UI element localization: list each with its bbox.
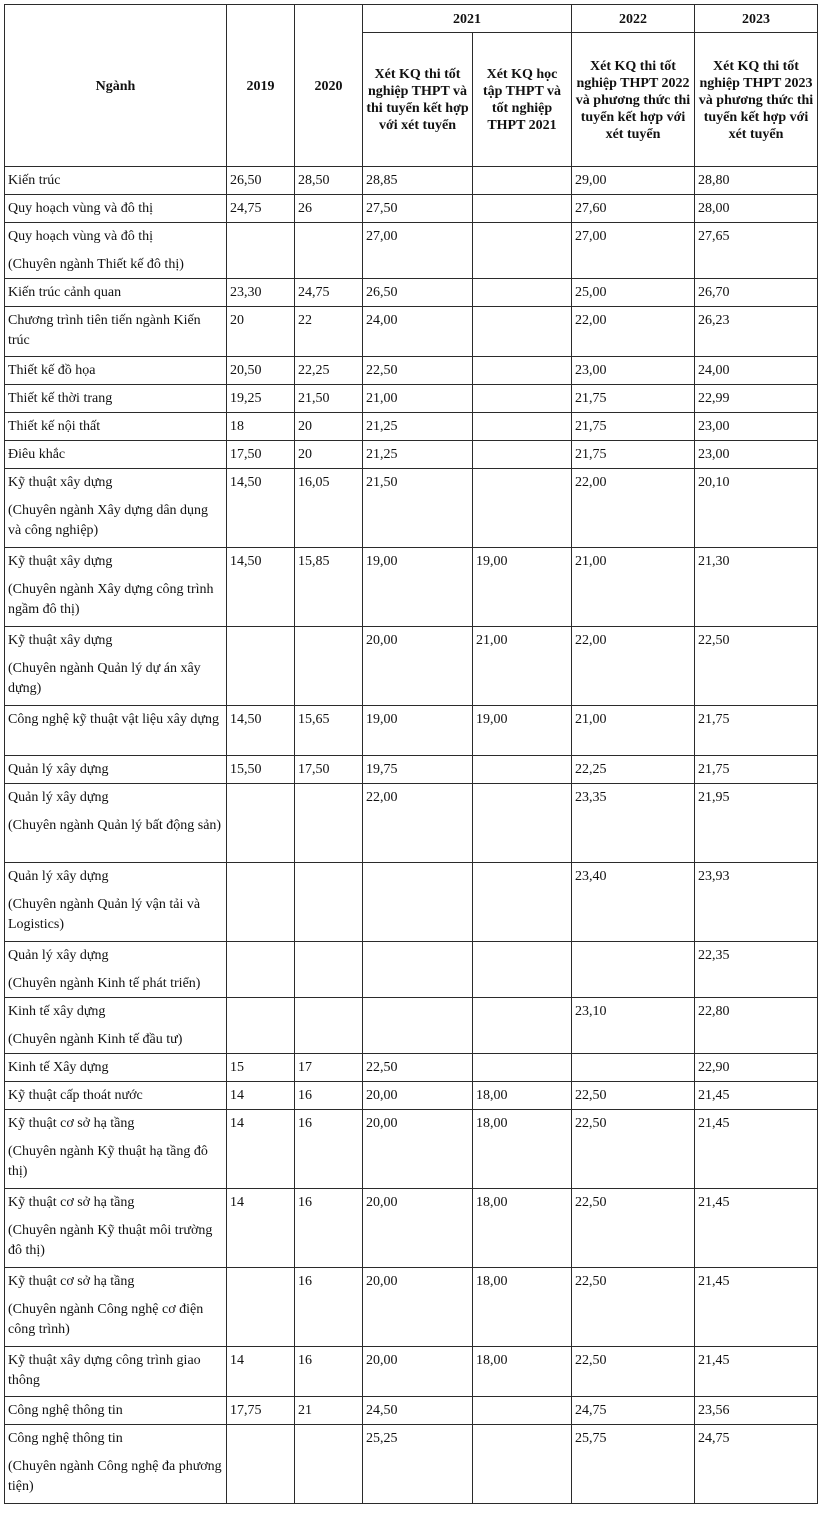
score-2022: 27,00	[572, 223, 695, 279]
score-2021-method-a: 24,00	[363, 307, 473, 357]
header-2020: 2020	[295, 5, 363, 167]
score-2019: 19,25	[227, 385, 295, 413]
score-2021-method-b	[473, 784, 572, 863]
score-2021-method-a: 26,50	[363, 279, 473, 307]
score-2020	[295, 627, 363, 706]
score-2021-method-b: 18,00	[473, 1268, 572, 1347]
score-2019: 20,50	[227, 357, 295, 385]
cell-nganh	[5, 1347, 227, 1397]
score-2019	[227, 998, 295, 1054]
header-2019: 2019	[227, 5, 295, 167]
score-2022: 22,50	[572, 1110, 695, 1189]
table-row	[5, 1054, 818, 1082]
score-2019: 14	[227, 1110, 295, 1189]
score-2021-method-b	[473, 357, 572, 385]
score-2021-method-b	[473, 195, 572, 223]
table-header	[5, 5, 818, 167]
cell-spacer	[8, 966, 223, 974]
admission-score-table	[4, 4, 818, 1504]
score-2021-method-a	[363, 998, 473, 1054]
score-2023: 24,00	[695, 357, 818, 385]
cell-nganh	[5, 1189, 227, 1268]
score-2022: 25,00	[572, 279, 695, 307]
score-2019	[227, 784, 295, 863]
score-2021-method-a: 21,25	[363, 441, 473, 469]
score-2023: 21,75	[695, 706, 818, 756]
cell-nganh	[5, 385, 227, 413]
score-2021-method-a: 21,25	[363, 413, 473, 441]
score-2022: 21,75	[572, 441, 695, 469]
score-2023: 22,35	[695, 942, 818, 998]
cell-spacer	[8, 247, 223, 255]
score-2023: 22,90	[695, 1054, 818, 1082]
score-2020: 22,25	[295, 357, 363, 385]
nganh-name: Công nghệ kỹ thuật vật liệu xây dựng	[8, 712, 219, 727]
table-row	[5, 441, 818, 469]
table-row	[5, 1425, 818, 1504]
score-2019: 18	[227, 413, 295, 441]
table-row	[5, 385, 818, 413]
score-2023: 28,00	[695, 195, 818, 223]
cell-spacer	[8, 887, 223, 895]
score-2022: 21,00	[572, 548, 695, 627]
score-2021-method-a: 21,00	[363, 385, 473, 413]
table-row	[5, 167, 818, 195]
score-2019	[227, 1268, 295, 1347]
score-2022: 24,75	[572, 1397, 695, 1425]
nganh-name: Thiết kế đồ họa	[8, 363, 96, 378]
score-2022: 23,35	[572, 784, 695, 863]
score-2019	[227, 863, 295, 942]
header-nganh: Ngành	[5, 5, 227, 167]
score-2019	[227, 942, 295, 998]
score-2020	[295, 998, 363, 1054]
score-2020: 16	[295, 1347, 363, 1397]
chuyen-nganh-name: (Chuyên ngành Kỹ thuật môi trường đô thị)	[8, 1223, 213, 1258]
cell-nganh	[5, 627, 227, 706]
chuyen-nganh-name: (Chuyên ngành Kỹ thuật hạ tầng đô thị)	[8, 1144, 208, 1179]
score-2021-method-b	[473, 307, 572, 357]
cell-nganh	[5, 1054, 227, 1082]
score-2020: 21	[295, 1397, 363, 1425]
cell-nganh	[5, 167, 227, 195]
score-2019: 26,50	[227, 167, 295, 195]
score-2021-method-b: 21,00	[473, 627, 572, 706]
score-2022: 22,50	[572, 1082, 695, 1110]
score-2021-method-b	[473, 1054, 572, 1082]
table-row	[5, 279, 818, 307]
score-2022: 21,75	[572, 385, 695, 413]
nganh-name: Kỹ thuật xây dựng	[8, 633, 113, 648]
score-2023: 22,50	[695, 627, 818, 706]
score-2020: 28,50	[295, 167, 363, 195]
score-2020: 17	[295, 1054, 363, 1082]
header-2023-method: Xét KQ thi tốt nghiệp THPT 2023 và phương thức thi tuyển kết hợp với xét tuyển	[695, 33, 818, 167]
nganh-name: Chương trình tiên tiến ngành Kiến trúc	[8, 313, 201, 348]
score-2023: 20,10	[695, 469, 818, 548]
table-row	[5, 706, 818, 756]
cell-nganh	[5, 1268, 227, 1347]
table-row	[5, 223, 818, 279]
cell-nganh	[5, 998, 227, 1054]
score-2020	[295, 784, 363, 863]
table-row	[5, 784, 818, 863]
score-2023: 26,70	[695, 279, 818, 307]
score-2021-method-a: 19,75	[363, 756, 473, 784]
table-row	[5, 1189, 818, 1268]
score-2022: 21,00	[572, 706, 695, 756]
table-row	[5, 998, 818, 1054]
cell-nganh	[5, 223, 227, 279]
score-2023: 21,30	[695, 548, 818, 627]
score-2019: 14,50	[227, 706, 295, 756]
cell-nganh	[5, 784, 227, 863]
table-body	[5, 167, 818, 1504]
score-2021-method-b	[473, 469, 572, 548]
score-2023: 26,23	[695, 307, 818, 357]
score-2022: 23,10	[572, 998, 695, 1054]
chuyen-nganh-name: (Chuyên ngành Quản lý bất động sản)	[8, 818, 222, 833]
score-2021-method-b: 19,00	[473, 706, 572, 756]
table-row	[5, 307, 818, 357]
nganh-name: Kỹ thuật xây dựng công trình giao thông	[8, 1353, 201, 1388]
score-2019: 23,30	[227, 279, 295, 307]
score-2021-method-b: 18,00	[473, 1110, 572, 1189]
header-2021-method-a: Xét KQ thi tốt nghiệp THPT và thi tuyển kết hợp với xét tuyển	[363, 33, 473, 167]
score-2021-method-a: 27,50	[363, 195, 473, 223]
cell-nganh	[5, 279, 227, 307]
score-2023: 23,00	[695, 441, 818, 469]
score-2021-method-a: 20,00	[363, 1082, 473, 1110]
nganh-name: Quản lý xây dựng	[8, 790, 109, 805]
score-2023: 27,65	[695, 223, 818, 279]
header-2021-method-b: Xét KQ học tập THPT và tốt nghiệp THPT 2021	[473, 33, 572, 167]
score-2021-method-a	[363, 863, 473, 942]
score-2020: 16	[295, 1110, 363, 1189]
cell-spacer	[8, 651, 223, 659]
score-2019: 14,50	[227, 469, 295, 548]
nganh-name: Kiến trúc	[8, 173, 61, 188]
nganh-name: Kỹ thuật xây dựng	[8, 554, 113, 569]
header-2023: 2023	[695, 5, 818, 33]
nganh-name: Kinh tế xây dựng	[8, 1004, 106, 1019]
cell-nganh	[5, 548, 227, 627]
score-2022: 22,25	[572, 756, 695, 784]
chuyen-nganh-name: (Chuyên ngành Quản lý dự án xây dựng)	[8, 661, 201, 696]
cell-nganh	[5, 1397, 227, 1425]
nganh-name: Kỹ thuật cấp thoát nước	[8, 1088, 143, 1103]
score-2023: 21,45	[695, 1347, 818, 1397]
score-2022: 22,50	[572, 1268, 695, 1347]
score-2023: 23,00	[695, 413, 818, 441]
score-2021-method-a: 20,00	[363, 1347, 473, 1397]
score-2020	[295, 1425, 363, 1504]
cell-nganh	[5, 942, 227, 998]
score-2023: 23,56	[695, 1397, 818, 1425]
chuyen-nganh-name: (Chuyên ngành Công nghệ đa phương tiện)	[8, 1459, 222, 1494]
cell-spacer	[8, 1292, 223, 1300]
score-2023: 21,45	[695, 1082, 818, 1110]
score-2019: 14	[227, 1347, 295, 1397]
score-2021-method-b: 18,00	[473, 1347, 572, 1397]
cell-nganh	[5, 1110, 227, 1189]
score-2020	[295, 942, 363, 998]
chuyen-nganh-name: (Chuyên ngành Quản lý vận tải và Logistics)	[8, 897, 201, 932]
score-2019	[227, 223, 295, 279]
score-2021-method-a: 19,00	[363, 706, 473, 756]
score-2021-method-a: 20,00	[363, 1189, 473, 1268]
score-2021-method-a: 20,00	[363, 627, 473, 706]
cell-spacer	[8, 572, 223, 580]
nganh-name: Điêu khắc	[8, 447, 66, 462]
chuyen-nganh-name: (Chuyên ngành Kinh tế phát triển)	[8, 976, 201, 991]
score-2021-method-b: 18,00	[473, 1082, 572, 1110]
score-2023: 21,75	[695, 756, 818, 784]
table-row	[5, 863, 818, 942]
score-2023: 21,45	[695, 1189, 818, 1268]
score-2022: 29,00	[572, 167, 695, 195]
score-2022: 22,00	[572, 307, 695, 357]
table-row	[5, 1268, 818, 1347]
table-row	[5, 195, 818, 223]
score-2020: 16	[295, 1082, 363, 1110]
score-2021-method-a: 25,25	[363, 1425, 473, 1504]
chuyen-nganh-name: (Chuyên ngành Xây dựng công trình ngầm đô thị)	[8, 582, 214, 617]
table-row	[5, 1110, 818, 1189]
score-2019: 14	[227, 1082, 295, 1110]
cell-nganh	[5, 357, 227, 385]
score-2020: 20	[295, 441, 363, 469]
score-2021-method-a: 27,00	[363, 223, 473, 279]
score-2021-method-b	[473, 441, 572, 469]
nganh-name: Quản lý xây dựng	[8, 762, 109, 777]
nganh-name: Quy hoạch vùng và đô thị	[8, 229, 154, 244]
table-row	[5, 413, 818, 441]
nganh-name: Kỹ thuật xây dựng	[8, 475, 113, 490]
score-2019: 20	[227, 307, 295, 357]
score-2021-method-b	[473, 413, 572, 441]
score-2021-method-a: 19,00	[363, 548, 473, 627]
score-2021-method-b	[473, 385, 572, 413]
score-2021-method-b	[473, 1397, 572, 1425]
header-2021: 2021	[363, 5, 572, 33]
nganh-name: Công nghệ thông tin	[8, 1403, 123, 1418]
score-2021-method-b	[473, 942, 572, 998]
chuyen-nganh-name: (Chuyên ngành Công nghệ cơ điện công trình)	[8, 1302, 204, 1337]
score-2019	[227, 1425, 295, 1504]
score-2021-method-b	[473, 167, 572, 195]
nganh-name: Kiến trúc cảnh quan	[8, 285, 122, 300]
header-2022-method: Xét KQ thi tốt nghiệp THPT 2022 và phương thức thi tuyển kết hợp với xét tuyển	[572, 33, 695, 167]
score-2019: 17,75	[227, 1397, 295, 1425]
header-2022: 2022	[572, 5, 695, 33]
nganh-name: Công nghệ thông tin	[8, 1431, 123, 1446]
nganh-name: Thiết kế nội thất	[8, 419, 101, 434]
cell-nganh	[5, 863, 227, 942]
nganh-name: Kỹ thuật cơ sở hạ tầng	[8, 1195, 135, 1210]
score-2022: 22,50	[572, 1347, 695, 1397]
nganh-name: Thiết kế thời trang	[8, 391, 113, 406]
cell-nganh	[5, 469, 227, 548]
score-2019: 24,75	[227, 195, 295, 223]
score-2022: 22,00	[572, 627, 695, 706]
score-2020: 16	[295, 1268, 363, 1347]
score-2021-method-a	[363, 942, 473, 998]
score-2021-method-a: 22,50	[363, 357, 473, 385]
score-2021-method-b	[473, 1425, 572, 1504]
score-2021-method-a: 22,00	[363, 784, 473, 863]
table-row	[5, 942, 818, 998]
score-2020: 16,05	[295, 469, 363, 548]
score-2020	[295, 223, 363, 279]
nganh-name: Quy hoạch vùng và đô thị	[8, 201, 154, 216]
table-row	[5, 1347, 818, 1397]
nganh-name: Quản lý xây dựng	[8, 869, 109, 884]
nganh-name: Quản lý xây dựng	[8, 948, 109, 963]
score-2020: 26	[295, 195, 363, 223]
cell-spacer	[8, 1213, 223, 1221]
cell-spacer	[8, 808, 223, 816]
score-2023: 21,45	[695, 1110, 818, 1189]
score-2021-method-a: 21,50	[363, 469, 473, 548]
score-2019	[227, 627, 295, 706]
score-2021-method-b	[473, 279, 572, 307]
score-2022	[572, 942, 695, 998]
score-2020	[295, 863, 363, 942]
score-2021-method-b: 19,00	[473, 548, 572, 627]
table-row	[5, 469, 818, 548]
score-2023: 22,80	[695, 998, 818, 1054]
score-2019: 15	[227, 1054, 295, 1082]
score-2020: 22	[295, 307, 363, 357]
score-2019: 17,50	[227, 441, 295, 469]
table-row	[5, 627, 818, 706]
score-2020: 21,50	[295, 385, 363, 413]
cell-spacer	[8, 1022, 223, 1030]
score-2021-method-b	[473, 756, 572, 784]
score-2020: 17,50	[295, 756, 363, 784]
cell-spacer	[8, 1449, 223, 1457]
nganh-name: Kỹ thuật cơ sở hạ tầng	[8, 1116, 135, 1131]
cell-nganh	[5, 706, 227, 756]
cell-nganh	[5, 1425, 227, 1504]
score-2020: 15,85	[295, 548, 363, 627]
cell-nganh	[5, 413, 227, 441]
score-2021-method-a: 22,50	[363, 1054, 473, 1082]
score-2022	[572, 1054, 695, 1082]
score-2020: 24,75	[295, 279, 363, 307]
cell-spacer	[8, 493, 223, 501]
score-2023: 21,95	[695, 784, 818, 863]
score-2021-method-b	[473, 998, 572, 1054]
chuyen-nganh-name: (Chuyên ngành Thiết kế đô thị)	[8, 257, 184, 272]
nganh-name: Kỹ thuật cơ sở hạ tầng	[8, 1274, 135, 1289]
score-2023: 23,93	[695, 863, 818, 942]
cell-nganh	[5, 307, 227, 357]
score-2019: 15,50	[227, 756, 295, 784]
score-2021-method-a: 28,85	[363, 167, 473, 195]
table-row	[5, 1397, 818, 1425]
score-2022: 27,60	[572, 195, 695, 223]
score-2021-method-a: 20,00	[363, 1110, 473, 1189]
table-row	[5, 548, 818, 627]
score-2019: 14,50	[227, 548, 295, 627]
nganh-name: Kinh tế Xây dựng	[8, 1060, 109, 1075]
score-2021-method-b: 18,00	[473, 1189, 572, 1268]
score-2022: 22,00	[572, 469, 695, 548]
table-row	[5, 357, 818, 385]
score-2019: 14	[227, 1189, 295, 1268]
score-2022: 23,40	[572, 863, 695, 942]
score-2020: 15,65	[295, 706, 363, 756]
score-2021-method-a: 24,50	[363, 1397, 473, 1425]
cell-spacer	[8, 1134, 223, 1142]
score-2022: 22,50	[572, 1189, 695, 1268]
score-2021-method-b	[473, 223, 572, 279]
score-2023: 28,80	[695, 167, 818, 195]
score-2020: 16	[295, 1189, 363, 1268]
cell-nganh	[5, 195, 227, 223]
cell-nganh	[5, 756, 227, 784]
chuyen-nganh-name: (Chuyên ngành Xây dựng dân dụng và công nghiệp)	[8, 503, 209, 538]
cell-nganh	[5, 441, 227, 469]
score-2022: 25,75	[572, 1425, 695, 1504]
score-2023: 22,99	[695, 385, 818, 413]
table-row	[5, 1082, 818, 1110]
chuyen-nganh-name: (Chuyên ngành Kinh tế đầu tư)	[8, 1032, 183, 1047]
score-2021-method-a: 20,00	[363, 1268, 473, 1347]
score-2022: 21,75	[572, 413, 695, 441]
score-2023: 21,45	[695, 1268, 818, 1347]
table-row	[5, 756, 818, 784]
score-2023: 24,75	[695, 1425, 818, 1504]
score-2020: 20	[295, 413, 363, 441]
score-2021-method-b	[473, 863, 572, 942]
cell-nganh	[5, 1082, 227, 1110]
score-2022: 23,00	[572, 357, 695, 385]
